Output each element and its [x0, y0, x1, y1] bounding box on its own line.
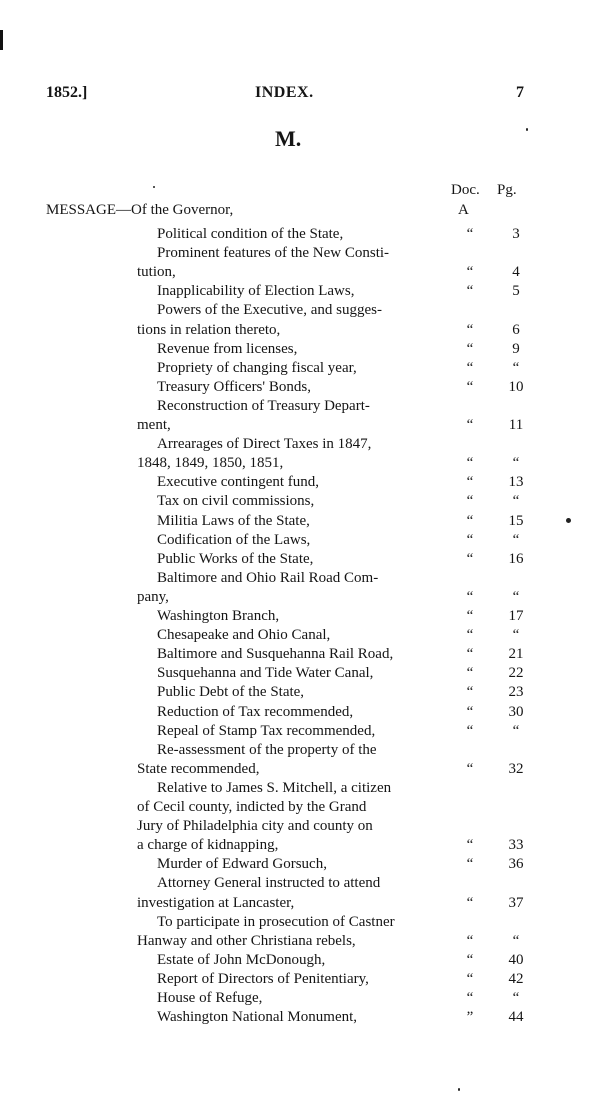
entry-text: Washington Branch,	[157, 608, 280, 624]
entry-page-number: 10	[508, 378, 524, 395]
entry-page-number: “	[512, 455, 520, 472]
entry-page-number: “	[512, 531, 520, 548]
index-entry-line	[0, 379, 600, 398]
index-entry-line	[0, 856, 600, 875]
index-entry-line	[0, 837, 600, 856]
entry-doc-ditto: “	[466, 588, 474, 605]
entry-text: Inapplicability of Election Laws,	[157, 283, 355, 300]
entry-doc-ditto: “	[466, 837, 474, 854]
entry-doc-ditto: “	[466, 417, 474, 433]
entry-doc-ditto: “	[466, 627, 474, 644]
entry-doc-ditto: “	[466, 951, 474, 968]
entry-text: Codification of the Laws,	[157, 531, 311, 548]
entry-page-number: 13	[508, 474, 524, 491]
entry-page-number: “	[512, 493, 520, 510]
entry-page-number: 22	[508, 665, 524, 682]
entry-doc-ditto: “	[466, 608, 474, 624]
entry-text: 1848, 1849, 1850, 1851,	[137, 455, 284, 472]
index-entry-line	[0, 1009, 600, 1028]
entry-text: Revenue from licenses,	[157, 340, 298, 357]
entry-text: of Cecil county, indicted by the Grand	[137, 799, 367, 815]
index-entry-line	[0, 665, 600, 684]
index-entry-line	[0, 570, 600, 589]
entry-doc-ditto: “	[466, 760, 474, 777]
index-entry-line	[0, 627, 600, 646]
page-column-header: Pg.	[497, 182, 517, 198]
entry-text: Arrearages of Direct Taxes in 1847,	[157, 436, 372, 453]
entry-page-number: 21	[508, 646, 524, 663]
header-year: 1852.]	[46, 84, 88, 101]
entry-page-number: “	[512, 990, 520, 1006]
entry-page-number: 9	[512, 340, 520, 357]
ink-speck	[566, 518, 571, 523]
entry-doc-ditto: “	[466, 359, 474, 376]
entry-page-number: 30	[508, 703, 524, 720]
entry-text: Political condition of the State,	[157, 226, 344, 242]
index-entry-line	[0, 704, 600, 723]
entry-page-number: 3	[512, 226, 520, 242]
index-entry-line	[0, 608, 600, 627]
entry-text: Hanway and other Christiana rebels,	[137, 932, 356, 949]
entry-doc-ditto: “	[466, 512, 474, 529]
entry-text: Susquehanna and Tide Water Canal,	[157, 665, 374, 682]
entry-text: Baltimore and Ohio Rail Road Com-	[157, 569, 379, 586]
entry-doc-ditto: “	[466, 264, 474, 281]
index-entry-line	[0, 952, 600, 971]
entry-text: Prominent features of the New Consti-	[157, 245, 390, 262]
entry-text: Reconstruction of Treasury Depart-	[157, 397, 370, 414]
entry-text: Public Debt of the State,	[157, 684, 305, 701]
entry-text: Relative to James S. Mitchell, a citizen	[157, 779, 392, 796]
entry-page-number: “	[512, 722, 520, 739]
entry-text: Executive contingent fund,	[157, 474, 320, 491]
index-entry-line	[0, 264, 600, 283]
entry-doc-ditto: “	[466, 493, 474, 510]
entry-text: Report of Directors of Penitentiary,	[157, 970, 369, 987]
entry-text: Re-assessment of the property of the	[157, 741, 377, 758]
entry-page-number: 17	[508, 608, 524, 624]
index-entry-line	[0, 818, 600, 837]
entry-page-number: 36	[508, 856, 524, 873]
entry-page-number: 32	[508, 760, 524, 777]
entry-text: To participate in prosecution of Castner	[157, 913, 395, 930]
entry-page-number: “	[512, 588, 520, 605]
ink-speck	[153, 186, 155, 188]
index-entry-line	[0, 493, 600, 512]
entry-text: tions in relation thereto,	[137, 321, 281, 338]
entry-doc-ditto: “	[466, 550, 474, 567]
entry-doc-ditto: “	[466, 932, 474, 949]
doc-column-header: Doc.	[451, 182, 480, 198]
entry-text: Estate of John McDonough,	[157, 951, 326, 968]
entry-page-number: “	[512, 627, 520, 644]
entry-doc-ditto: “	[466, 684, 474, 701]
entry-doc-ditto: “	[466, 378, 474, 395]
index-entry-line	[0, 360, 600, 379]
entry-text: Attorney General instructed to attend	[157, 875, 381, 892]
index-entry-line	[0, 532, 600, 551]
index-entry-line	[0, 341, 600, 360]
entry-page-number: 11	[508, 417, 524, 433]
index-entry-line	[0, 684, 600, 703]
index-entry-line	[0, 895, 600, 914]
index-entry-line	[0, 723, 600, 742]
entry-text: Reduction of Tax recommended,	[157, 703, 354, 720]
index-entry-line	[0, 283, 600, 302]
index-entry-line	[0, 513, 600, 532]
entry-text: Murder of Edward Gorsuch,	[157, 856, 327, 873]
entry-text: a charge of kidnapping,	[137, 837, 279, 854]
ink-speck	[526, 128, 528, 131]
index-entry-line	[0, 933, 600, 952]
entry-page-number: 15	[508, 512, 524, 529]
index-entry-line	[0, 417, 600, 436]
entry-doc-ditto: “	[466, 226, 474, 242]
entry-text: State recommended,	[137, 760, 260, 777]
entry-page-number: 4	[512, 264, 520, 281]
entry-doc-ditto: “	[466, 665, 474, 682]
index-entry-line	[0, 761, 600, 780]
entry-text: Public Works of the State,	[157, 550, 314, 567]
index-entry-line	[0, 914, 600, 933]
entry-text: Baltimore and Susquehanna Rail Road,	[157, 646, 394, 663]
header-title: INDEX.	[255, 84, 314, 101]
index-entry-line	[0, 245, 600, 264]
entry-doc-ditto: “	[466, 894, 474, 911]
ink-speck	[458, 1088, 460, 1091]
main-heading-text: MESSAGE—Of the Governor,	[46, 202, 234, 218]
entry-doc-ditto: “	[466, 283, 474, 300]
entry-text: tution,	[137, 264, 176, 281]
index-entry-line	[0, 302, 600, 321]
entry-doc-ditto: “	[466, 703, 474, 720]
entry-text: Repeal of Stamp Tax recommended,	[157, 722, 376, 739]
entry-doc-ditto: “	[466, 970, 474, 987]
entry-text: ment,	[137, 417, 171, 433]
entry-text: Washington National Monument,	[157, 1009, 358, 1026]
entry-doc-ditto: “	[466, 531, 474, 548]
entry-text: Tax on civil commissions,	[157, 493, 315, 510]
index-entry-line	[0, 646, 600, 665]
index-entry-line	[0, 226, 600, 245]
index-entry-line	[0, 455, 600, 474]
index-entry-line	[0, 971, 600, 990]
entry-text: Militia Laws of the State,	[157, 512, 310, 529]
entry-text: pany,	[137, 588, 169, 605]
index-entry-line	[0, 551, 600, 570]
entry-page-number: “	[512, 359, 520, 376]
index-entry-line	[0, 990, 600, 1009]
entry-doc-ditto: “	[466, 722, 474, 739]
entry-page-number: 40	[508, 951, 524, 968]
entry-doc-ditto: “	[466, 340, 474, 357]
entry-page-number: 5	[512, 283, 520, 300]
entry-text: House of Refuge,	[157, 990, 263, 1006]
entry-doc-ditto: “	[466, 646, 474, 663]
index-entry-line	[0, 589, 600, 608]
entry-text: investigation at Lancaster,	[137, 894, 295, 911]
entry-doc-ditto: “	[466, 321, 474, 338]
scan-edge-mark	[0, 30, 3, 50]
entry-page-number: 6	[512, 321, 520, 338]
entry-text: Jury of Philadelphia city and county on	[137, 818, 373, 835]
index-entry-line	[0, 322, 600, 341]
entry-page-number: 33	[508, 837, 524, 854]
index-entry-line	[0, 436, 600, 455]
index-entry-line	[0, 742, 600, 761]
entry-page-number: “	[512, 932, 520, 949]
entry-doc-ditto: “	[466, 856, 474, 873]
entry-text: Chesapeake and Ohio Canal,	[157, 627, 331, 644]
entry-text: Treasury Officers' Bonds,	[157, 378, 311, 395]
page-number: 7	[516, 84, 524, 101]
index-entry-line	[0, 474, 600, 493]
entry-page-number: 16	[508, 550, 524, 567]
entry-doc-ditto: “	[466, 455, 474, 472]
entry-page-number: 23	[508, 684, 524, 701]
section-letter: M.	[275, 126, 302, 151]
index-entry-line	[0, 875, 600, 894]
entry-page-number: 42	[508, 970, 524, 987]
index-entry-line	[0, 398, 600, 417]
index-entry-line	[0, 799, 600, 818]
index-entry-line	[0, 780, 600, 799]
entry-doc-ditto: “	[466, 474, 474, 491]
entry-text: Powers of the Executive, and sugges-	[157, 302, 382, 319]
entry-page-number: 44	[508, 1009, 524, 1026]
main-heading-doc: A	[458, 202, 469, 218]
entry-doc-ditto: ”	[466, 1009, 474, 1026]
entry-doc-ditto: “	[466, 990, 474, 1006]
entry-text: Propriety of changing fiscal year,	[157, 359, 357, 376]
entry-page-number: 37	[508, 894, 524, 911]
